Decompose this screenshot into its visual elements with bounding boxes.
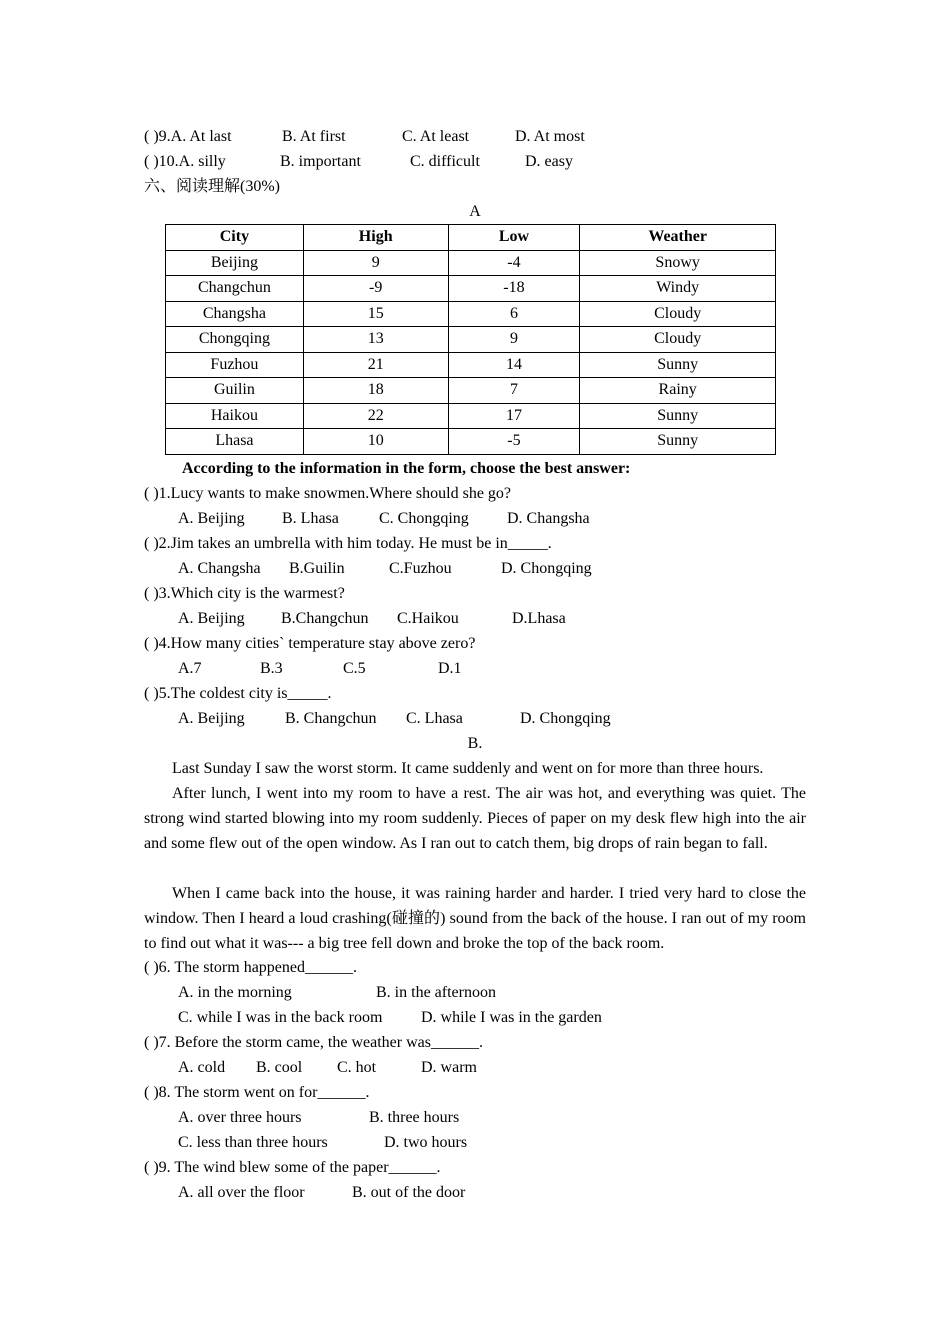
question-3-stem: ( )3.Which city is the warmest? — [144, 585, 345, 602]
cell-high: 22 — [303, 403, 448, 429]
q7-option-d: D. warm — [421, 1059, 477, 1076]
cell-high: 10 — [303, 429, 448, 455]
table-row — [166, 276, 776, 302]
q4-option-c: C.5 — [343, 660, 366, 677]
q9-option-d: D. At most — [515, 128, 585, 145]
header-low: Low — [448, 225, 580, 251]
q8-option-c: C. less than three hours — [178, 1134, 328, 1151]
cell-city: Lhasa — [166, 429, 304, 455]
q7-option-c: C. hot — [337, 1059, 377, 1076]
q9-option-b: B. At first — [282, 128, 346, 145]
header-city: City — [166, 225, 304, 251]
q10-option-d: D. easy — [525, 153, 573, 170]
cell-low: 9 — [448, 327, 580, 353]
cell-weather: Sunny — [580, 429, 776, 455]
question-8-stem: ( )8. The storm went on for______. — [144, 1084, 370, 1101]
cell-low: 14 — [448, 352, 580, 378]
cell-city: Fuzhou — [166, 352, 304, 378]
question-2-stem: ( )2.Jim takes an umbrella with him today. He must be in_____. — [144, 535, 552, 552]
question-1-stem: ( )1.Lucy wants to make snowmen.Where should she go? — [144, 485, 512, 502]
q2-option-a: A. Changsha — [178, 560, 261, 577]
q6-option-a: A. in the morning — [178, 984, 292, 1001]
header-high: High — [303, 225, 448, 251]
q5-option-c: C. Lhasa — [406, 710, 463, 727]
cell-high: 9 — [303, 250, 448, 276]
question-4-stem: ( )4.How many cities` temperature stay above zero? — [144, 635, 476, 652]
cell-city: Chongqing — [166, 327, 304, 353]
part-a-instruction: According to the information in the form, choose the best answer: — [182, 460, 631, 477]
cell-city: Changchun — [166, 276, 304, 302]
table-row — [166, 352, 776, 378]
cell-weather: Cloudy — [580, 327, 776, 353]
q5-option-b: B. Changchun — [285, 710, 377, 727]
q8-option-d: D. two hours — [384, 1134, 468, 1151]
question-6-stem: ( )6. The storm happened______. — [144, 959, 357, 976]
q8-option-b: B. three hours — [369, 1109, 460, 1126]
part-b-label: B. — [467, 735, 483, 752]
cell-high: -9 — [303, 276, 448, 302]
table-row — [166, 429, 776, 455]
section-heading: 六、阅读理解(30%) — [144, 178, 280, 195]
q10-option-c: C. difficult — [410, 153, 480, 170]
cell-high: 15 — [303, 301, 448, 327]
question-9-stem: ( )9. The wind blew some of the paper______. — [144, 1159, 441, 1176]
table-row — [166, 327, 776, 353]
q4-option-b: B.3 — [260, 660, 283, 677]
passage-paragraph-1: Last Sunday I saw the worst storm. It came suddenly and went on for more than three hours. — [172, 760, 764, 777]
q1-option-d: D. Changsha — [507, 510, 590, 527]
cell-low: -18 — [448, 276, 580, 302]
cell-weather: Windy — [580, 276, 776, 302]
q8-option-a: A. over three hours — [178, 1109, 302, 1126]
table-row — [166, 403, 776, 429]
q5-option-a: A. Beijing — [178, 710, 245, 727]
q1-option-b: B. Lhasa — [282, 510, 339, 527]
q9-option-b: B. out of the door — [352, 1184, 466, 1201]
cell-city: Changsha — [166, 301, 304, 327]
question-7-stem: ( )7. Before the storm came, the weather was______. — [144, 1034, 483, 1051]
passage-paragraph-3: When I came back into the house, it was raining harder and harder. I tried very hard to close the window. Then I heard a loud crashing(碰撞的) sound from the back of the house. I ran out of my room to find out what it was--- a big tree fell down and broke the top of the back room. — [144, 885, 806, 952]
table-row — [166, 250, 776, 276]
q7-option-b: B. cool — [256, 1059, 303, 1076]
cell-city: Guilin — [166, 378, 304, 404]
question-5-stem: ( )5.The coldest city is_____. — [144, 685, 332, 702]
q6-option-c: C. while I was in the back room — [178, 1009, 383, 1026]
q9-option-c: C. At least — [402, 128, 470, 145]
table-header-row — [166, 225, 776, 251]
cell-high: 21 — [303, 352, 448, 378]
cell-city: Beijing — [166, 250, 304, 276]
cell-low: -4 — [448, 250, 580, 276]
table-row — [166, 378, 776, 404]
passage-paragraph-2: After lunch, I went into my room to have a rest. The air was hot, and everything was quiet. The strong wind started blowing into my room suddenly. Pieces of paper on my desk flew high into the air and some flew out of the open window. As I ran out to catch them, big drops of rain began to fall. — [144, 785, 806, 852]
q3-option-d: D.Lhasa — [512, 610, 566, 627]
q5-option-d: D. Chongqing — [520, 710, 611, 727]
table-row — [166, 301, 776, 327]
cell-low: -5 — [448, 429, 580, 455]
cell-weather: Sunny — [580, 352, 776, 378]
cell-weather: Rainy — [580, 378, 776, 404]
cell-weather: Snowy — [580, 250, 776, 276]
q9-number-option-a: ( )9.A. At last — [144, 128, 232, 145]
q1-option-a: A. Beijing — [178, 510, 245, 527]
cell-low: 7 — [448, 378, 580, 404]
q1-option-c: C. Chongqing — [379, 510, 469, 527]
q2-option-c: C.Fuzhou — [389, 560, 452, 577]
cell-weather: Cloudy — [580, 301, 776, 327]
cell-high: 13 — [303, 327, 448, 353]
q2-option-d: D. Chongqing — [501, 560, 592, 577]
q4-option-a: A.7 — [178, 660, 202, 677]
q4-option-d: D.1 — [438, 660, 462, 677]
cell-low: 17 — [448, 403, 580, 429]
cell-low: 6 — [448, 301, 580, 327]
q10-number-option-a: ( )10.A. silly — [144, 153, 226, 170]
q2-option-b: B.Guilin — [289, 560, 345, 577]
q3-option-a: A. Beijing — [178, 610, 245, 627]
weather-table — [165, 224, 776, 455]
cell-weather: Sunny — [580, 403, 776, 429]
q6-option-b: B. in the afternoon — [376, 984, 496, 1001]
part-a-label: A — [469, 203, 481, 220]
cell-city: Haikou — [166, 403, 304, 429]
q6-option-d: D. while I was in the garden — [421, 1009, 602, 1026]
q9-option-a: A. all over the floor — [178, 1184, 305, 1201]
header-weather: Weather — [580, 225, 776, 251]
q3-option-b: B.Changchun — [281, 610, 369, 627]
q7-option-a: A. cold — [178, 1059, 226, 1076]
q3-option-c: C.Haikou — [397, 610, 459, 627]
q10-option-b: B. important — [280, 153, 361, 170]
cell-high: 18 — [303, 378, 448, 404]
